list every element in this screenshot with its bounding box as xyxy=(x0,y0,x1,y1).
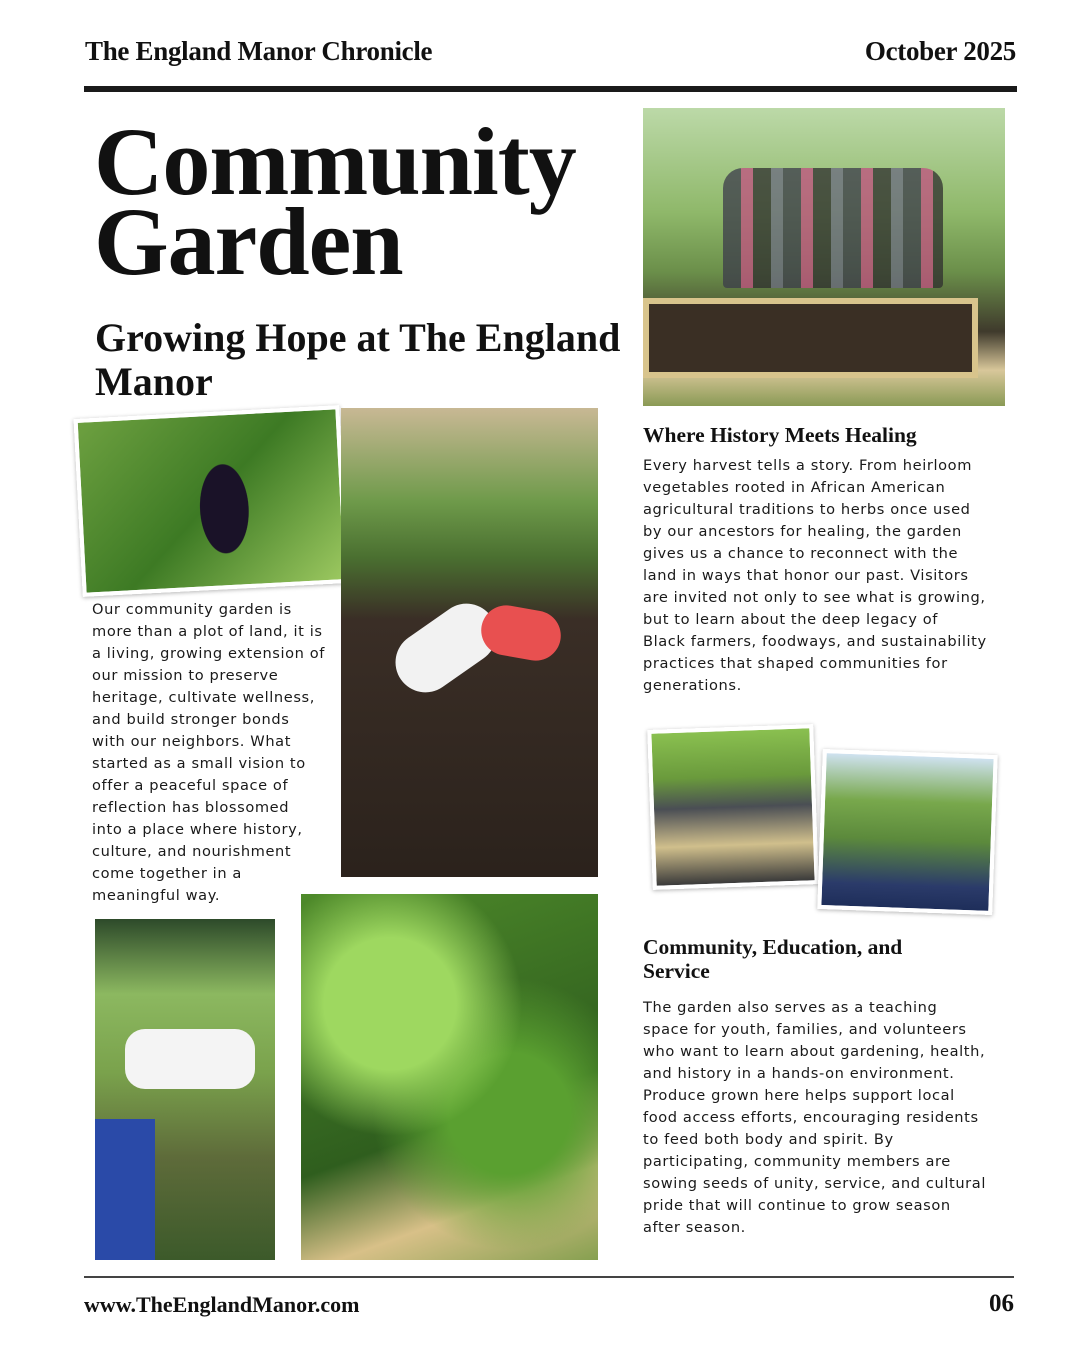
title-line-1: Community xyxy=(94,108,576,215)
swiss-chard-photo xyxy=(301,894,598,1260)
footer-divider xyxy=(84,1276,1014,1278)
website-link[interactable]: www.TheEnglandManor.com xyxy=(84,1292,360,1317)
header-divider xyxy=(84,86,1017,92)
section-body-community: The garden also serves as a teaching space for youth, families, and volunteers who want to learn about gardening, health, and history in a hands-on environment. Produce grown here helps support local food access efforts, encouraging residents to feed both body and spirit. By participating, community members are sowing seeds of unity, service, and cultural pride that will continue to grow season after season. xyxy=(643,999,986,1236)
intro-paragraph: Our community garden is more than a plot of land, it is a living, growing extension of our mission to preserve heritage, cultivate wellness, and build stronger bonds with our neighbors. What started as a small vision to offer a peaceful space of reflection has blossomed into a place where history, culture, and nourishment come together in a meaningful way. xyxy=(92,601,326,904)
title-line-2: Garden xyxy=(94,188,403,295)
building-garden-bed-photo xyxy=(647,724,818,890)
article-subtitle: Growing Hope at The England Manor xyxy=(95,315,621,404)
section-heading-history: Where History Meets Healing xyxy=(643,423,917,447)
page-title xyxy=(94,108,576,295)
gardeners-kneeling-photo xyxy=(95,919,275,1260)
section-body-history: Every harvest tells a story. From heirloom vegetables rooted in African American agricultural traditions to herbs once used by our ancestors for healing, the garden gives us a chance to reconnect with the land in ways that honor our past. Visitors are invited not only to see what is growing, but to learn about the deep legacy of Black farmers, foodways, and sustainability practices that shaped communities for generations. xyxy=(643,457,987,694)
publication-name: The England Manor Chronicle xyxy=(85,36,433,66)
group-photo-garden-bed xyxy=(643,108,1005,406)
section-heading-community: Community, Education, and Service xyxy=(643,935,903,983)
eggplant-photo xyxy=(74,405,349,597)
issue-date: October 2025 xyxy=(864,36,1016,66)
planting-hands-photo xyxy=(341,408,598,877)
page-number: 06 xyxy=(989,1290,1014,1317)
youth-group-photo xyxy=(817,749,997,915)
